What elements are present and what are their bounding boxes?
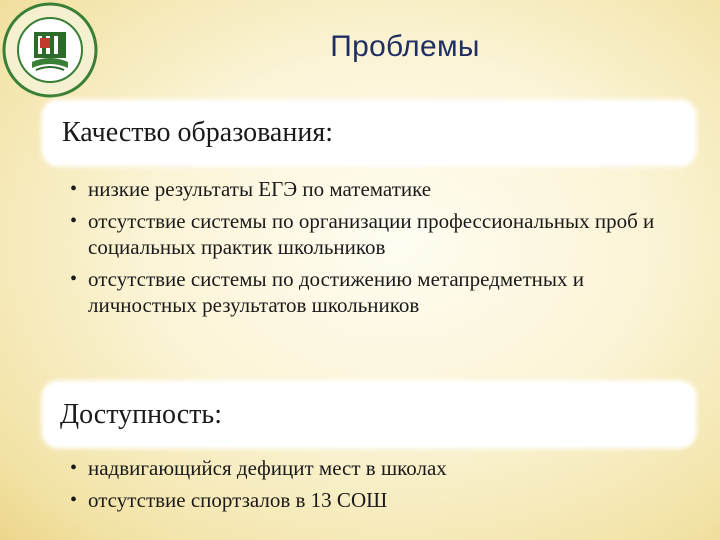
organization-logo [2, 2, 98, 98]
list-item: • отсутствие системы по организации профессиональных проб и социальных практик школьников [70, 209, 655, 259]
list-item: • надвигающийся дефицит мест в школах [70, 456, 447, 480]
list-item: • отсутствие спортзалов в 13 СОШ [70, 488, 388, 512]
quality-bullet-list [70, 176, 680, 324]
section-heading: Качество образования: [62, 117, 333, 148]
section-header-quality [44, 102, 694, 164]
section-header-accessibility [44, 383, 694, 446]
bullet-icon: • [70, 489, 78, 511]
bullet-icon: • [70, 268, 78, 290]
list-item: • низкие результаты ЕГЭ по математике [70, 177, 432, 201]
list-item: • отсутствие системы по достижению метапредметных и личностных результатов школьников [70, 267, 584, 317]
bullet-icon: • [70, 210, 78, 232]
bullet-icon: • [70, 178, 78, 200]
accessibility-bullet-list [70, 455, 680, 519]
slide-title: Проблемы [330, 30, 480, 63]
section-heading: Доступность: [60, 398, 222, 430]
bullet-icon: • [70, 457, 78, 479]
